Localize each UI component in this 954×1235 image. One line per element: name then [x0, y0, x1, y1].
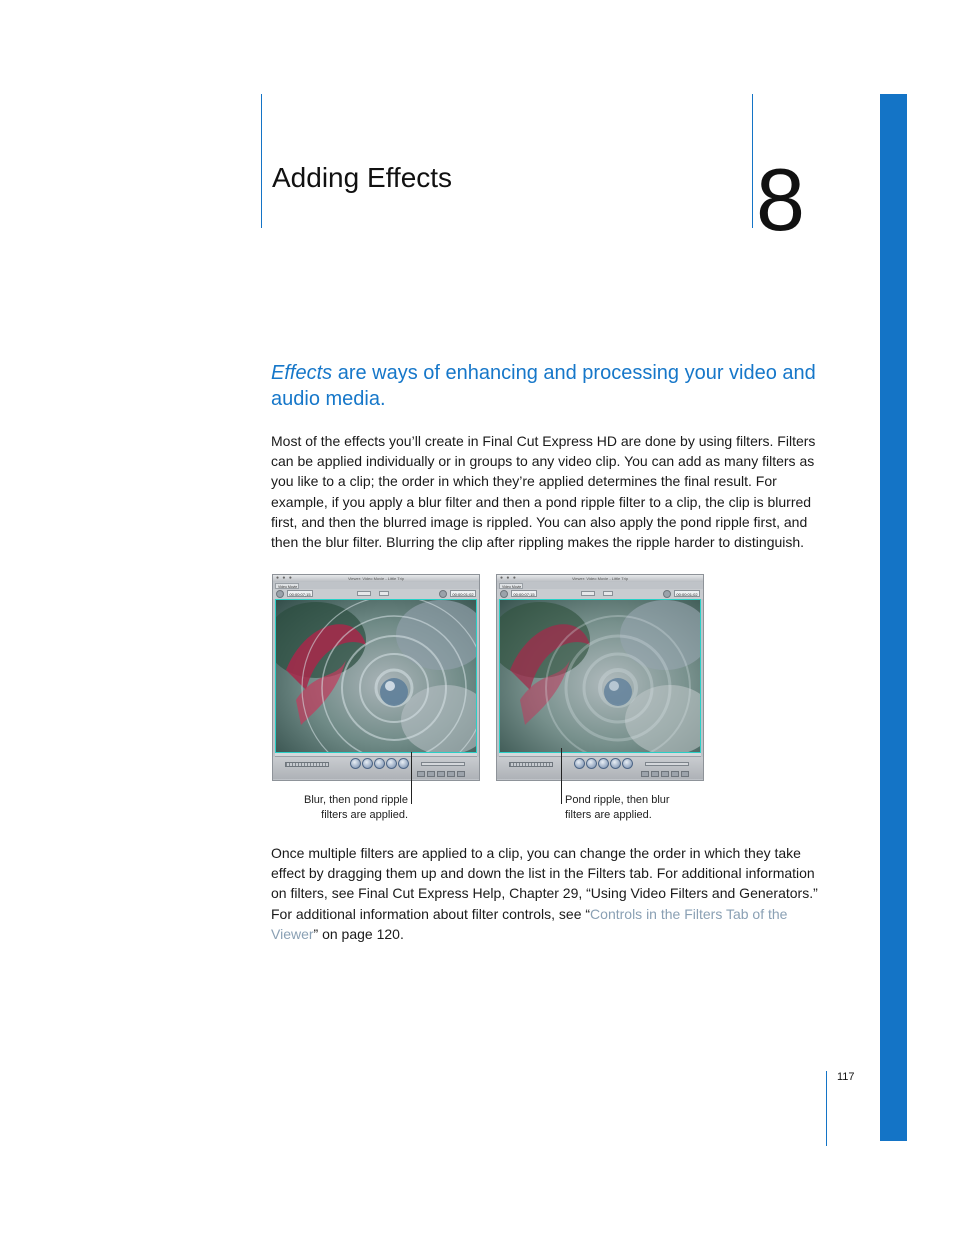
- mark-out-button: [457, 771, 465, 777]
- chapter-number: 8: [756, 150, 805, 249]
- zoom-popup: [357, 591, 371, 596]
- generator-icon: [663, 590, 671, 598]
- play-in-to-out-button: [574, 758, 585, 769]
- duration-timecode: 00:00:07;15: [511, 590, 537, 597]
- mark-in-button: [447, 771, 455, 777]
- view-popup: [379, 591, 389, 596]
- play-button: [598, 758, 609, 769]
- caption-right: [565, 793, 695, 823]
- callout-line-left: [411, 752, 412, 804]
- playhead-sync-icon: [276, 590, 284, 598]
- viewer-tab: Video Movie: [499, 583, 523, 589]
- body-paragraph-1: Most of the effects you’ll create in Final Cut Express HD are done by using filters. Filters can be applied individually or in groups to any video clip. You can add as many filters as you like to a clip; the order in which they’re applied determines the final result. For example, if you apply a blur filter and then a pond ripple filter to a clip, the clip is blurred first, and then the blurred image is rippled. You can also apply the pond ripple first, and then the blur filter. Blurring the clip after rippling makes the ripple harder to distinguish.: [271, 433, 816, 551]
- caption-left: [290, 793, 408, 823]
- play-in-to-out-button: [350, 758, 361, 769]
- shuttle-control: [645, 762, 689, 766]
- previous-edit-button: [586, 758, 597, 769]
- mark-in-button: [671, 771, 679, 777]
- blurred-video-image: [500, 600, 700, 752]
- page-number-rule: [826, 1071, 827, 1146]
- viewer-window-ripple-first: [496, 574, 704, 781]
- viewer-window-title: Viewer: Video Movie - Little Trip: [571, 576, 629, 581]
- shuttle-control: [421, 762, 465, 766]
- match-frame-button: [641, 771, 649, 777]
- view-popup: [603, 591, 613, 596]
- caption-right-line1: Pond ripple, then blur: [565, 794, 670, 806]
- cross-reference-link[interactable]: Controls in the Filters Tab of the Viewer: [271, 905, 788, 942]
- title-left-rule: [261, 94, 262, 228]
- caption-left-line1: Blur, then pond ripple: [304, 794, 408, 806]
- mark-clip-button: [651, 771, 659, 777]
- duration-timecode: 00:00:07;15: [287, 590, 313, 597]
- intro-statement: [271, 360, 831, 412]
- window-buttons: ● ● ●: [500, 575, 517, 581]
- paragraph-2-text: Once multiple filters are applied to a clip, you can change the order in which they take effect by dragging them up and down the list in the Filters tab. For additional information on filters, see Final Cut Express Help, Chapter 29, “Using Video Filters and Generators.” For additional information about filter controls, see “: [271, 845, 818, 922]
- chapter-number-rule: [752, 94, 753, 228]
- playhead-sync-icon: [500, 590, 508, 598]
- window-buttons: ● ● ●: [276, 575, 293, 581]
- viewer-window-title: Viewer: Video Movie - Little Trip: [347, 576, 405, 581]
- mark-out-button: [681, 771, 689, 777]
- intro-rest: are ways of enhancing and processing your video and audio media.: [271, 362, 816, 410]
- rippled-video-image: [276, 600, 476, 752]
- viewer-tab: Video Movie: [275, 583, 299, 589]
- current-timecode: 00:00:01;02: [674, 590, 700, 597]
- intro-emphasis: Effects: [271, 362, 333, 384]
- viewer-window-blur-first: [272, 574, 480, 781]
- match-frame-button: [417, 771, 425, 777]
- page-number: 117: [837, 1071, 855, 1083]
- generator-icon: [439, 590, 447, 598]
- chapter-title: Adding Effects: [272, 162, 453, 193]
- play-around-button: [622, 758, 633, 769]
- next-edit-button: [386, 758, 397, 769]
- jog-control: [285, 762, 329, 767]
- jog-control: [509, 762, 553, 767]
- body-paragraph-2: [271, 843, 826, 944]
- play-button: [374, 758, 385, 769]
- add-marker-button: [437, 771, 445, 777]
- video-frame-blur-then-ripple: [275, 599, 477, 753]
- paragraph-2-tail: ” on page 120.: [313, 925, 404, 942]
- next-edit-button: [610, 758, 621, 769]
- zoom-popup: [581, 591, 595, 596]
- add-marker-button: [661, 771, 669, 777]
- previous-edit-button: [362, 758, 373, 769]
- current-timecode: 00:00:01;02: [450, 590, 476, 597]
- caption-left-line2: filters are applied.: [321, 809, 408, 821]
- caption-right-line2: filters are applied.: [565, 809, 652, 821]
- chapter-side-tab: [880, 94, 907, 1141]
- callout-line-right: [561, 748, 562, 804]
- video-frame-ripple-then-blur: [499, 599, 701, 753]
- play-around-button: [398, 758, 409, 769]
- mark-clip-button: [427, 771, 435, 777]
